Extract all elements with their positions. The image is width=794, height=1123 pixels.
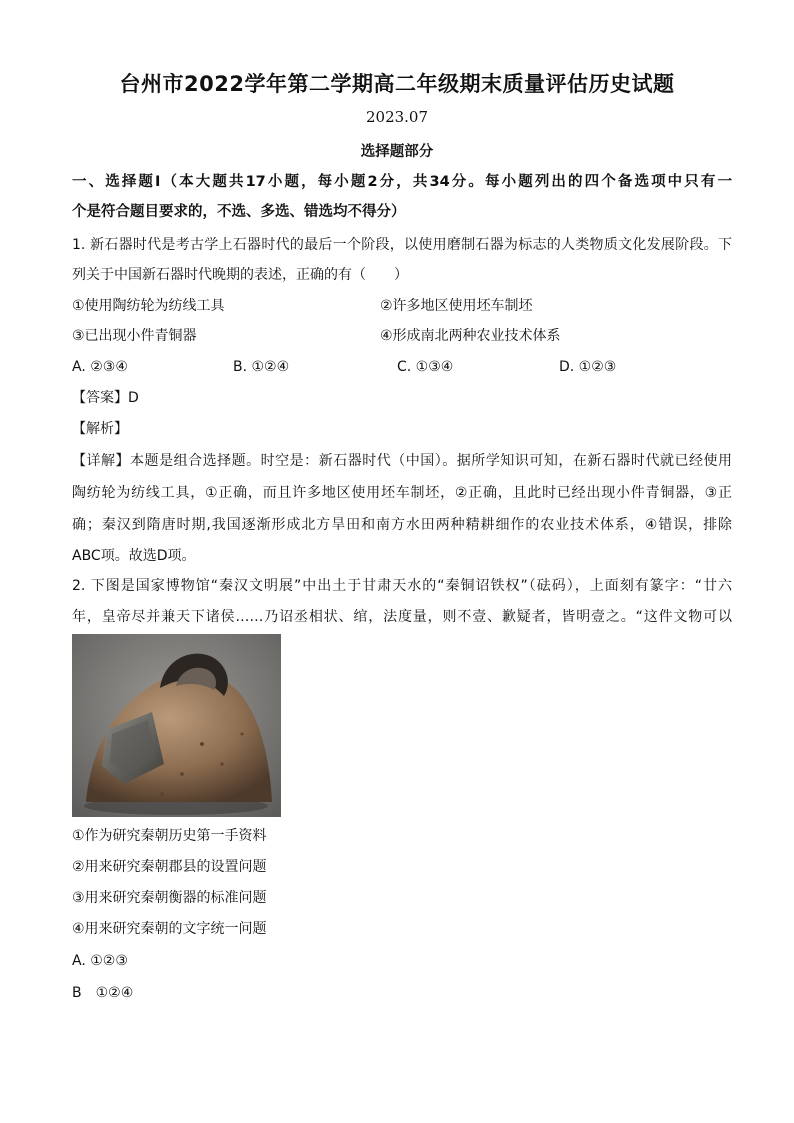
- q1-answer: 【答案】D: [72, 390, 139, 406]
- q1-detail-line-4: ABC项。故选D项。: [72, 548, 196, 564]
- instructions-line-1: 一、选择题Ⅰ（本大题共17小题，每小题2分，共34分。每小题列出的四个备选项中只有一: [72, 174, 732, 190]
- q2-option-a: A. ①②③: [72, 953, 128, 969]
- q1-option-d: D. ①②③: [559, 359, 617, 375]
- q1-option-b: B. ①②④: [233, 359, 290, 375]
- q1-detail-line-2: 陶纺轮为纺线工具，①正确，而且许多地区使用坯车制坯，②正确，且此时已经出现小件青铜器，③正: [72, 485, 732, 501]
- exam-date: 2023.07: [365, 108, 429, 126]
- q1-detail-line-3: 确；秦汉到隋唐时期,我国逐渐形成北方旱田和南方水田两种精耕细作的农业技术体系，④错误，排除: [72, 517, 732, 533]
- exam-title: 台州市2022学年第二学期高二年级期末质量评估历史试题: [119, 72, 675, 96]
- instructions-line-2: 个是符合题目要求的，不选、多选、错选均不得分）: [72, 204, 406, 220]
- q2-item-4: ④用来研究秦朝的文字统一问题: [72, 921, 267, 937]
- q1-detail-line-1: 【详解】本题是组合选择题。时空是：新石器时代（中国）。据所学知识可知，在新石器时代就已经使用: [72, 453, 732, 469]
- q1-item-1: ①使用陶纺轮为纺线工具: [72, 298, 225, 314]
- q1-stem-line-1: 1. 新石器时代是考古学上石器时代的最后一个阶段，以使用磨制石器为标志的人类物质文化发展阶段。下: [72, 237, 732, 253]
- q2-stem-line-2: 年，皇帝尽并兼天下诸侯……乃诏丞相状、绾，法度量，则不壹、歉疑者，皆明壹之。“这件文物可以: [72, 609, 732, 625]
- bronze-iron-weight-image: [72, 634, 281, 817]
- artifact-photo: [72, 634, 281, 817]
- q2-option-b: B ①②④: [72, 985, 134, 1001]
- q1-item-4: ④形成南北两种农业技术体系: [380, 328, 561, 344]
- q1-items-row-1: [72, 296, 732, 316]
- q2-item-3: ③用来研究秦朝衡器的标准问题: [72, 890, 267, 906]
- q1-option-a: A. ②③④: [72, 359, 128, 375]
- q1-stem-line-2: 列关于中国新石器时代晚期的表述，正确的有（ ）: [72, 267, 408, 283]
- q1-items-row-2: [72, 326, 732, 346]
- q2-item-1: ①作为研究秦朝历史第一手资料: [72, 828, 267, 844]
- q1-option-c: C. ①③④: [397, 359, 454, 375]
- q2-item-2: ②用来研究秦朝郡县的设置问题: [72, 859, 267, 875]
- q1-item-3: ③已出现小件青铜器: [72, 328, 197, 344]
- q2-stem-line-1: 2. 下图是国家博物馆“秦汉文明展”中出土于甘肃天水的“秦铜诏铁权”（砝码），上面刻有篆字：“廿六: [72, 578, 732, 594]
- section-heading: 选择题部分: [360, 144, 434, 160]
- q1-item-2: ②许多地区使用坯车制坯: [380, 298, 533, 314]
- q1-analysis-label: 【解析】: [72, 421, 128, 437]
